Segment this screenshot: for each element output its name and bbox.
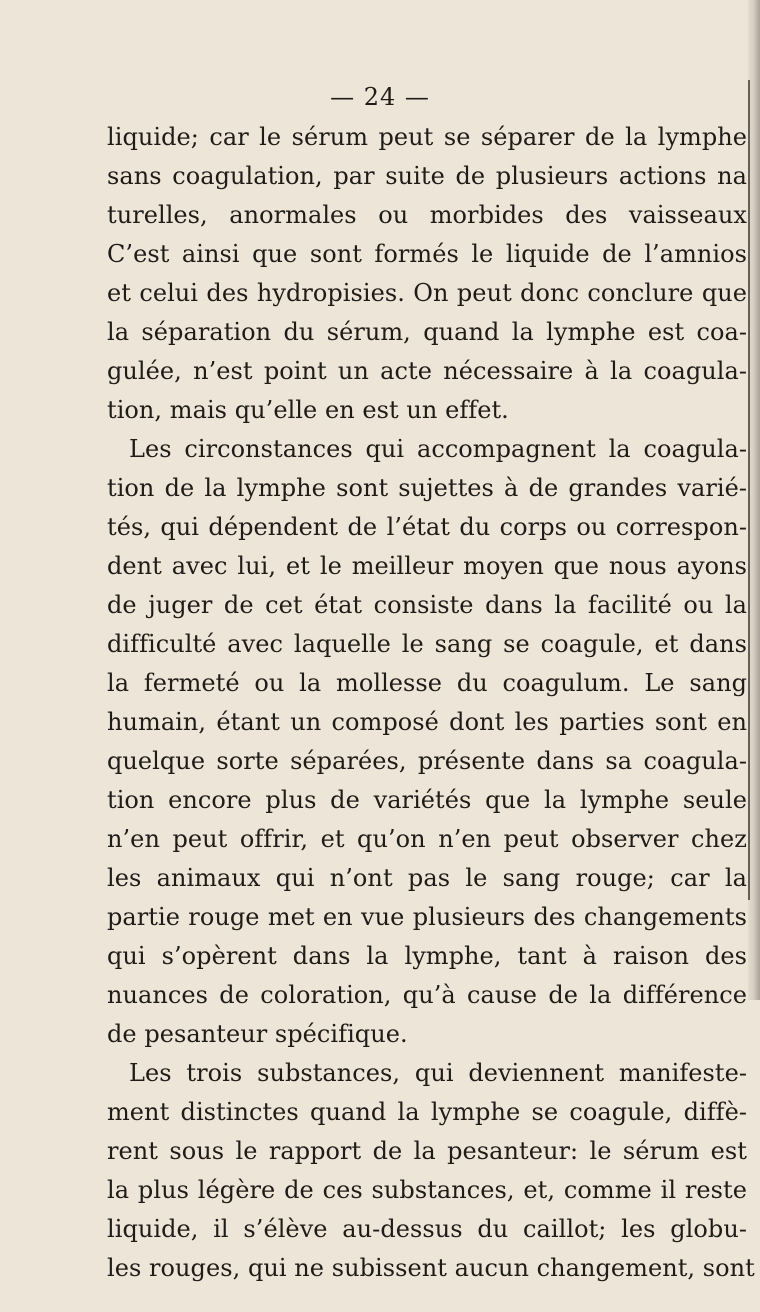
text-line: tion de la lymphe sont sujettes à de grandes varié-: [107, 474, 747, 502]
paragraph-start-line: Les trois substances, qui deviennent manifeste-: [129, 1059, 747, 1087]
text-line: la fermeté ou la mollesse du coagulum. Le sang: [107, 669, 747, 697]
page-number: — 24 —: [330, 83, 430, 111]
text-line: nuances de coloration, qu’à cause de la différence: [107, 981, 747, 1009]
text-line: gulée, n’est point un acte nécessaire à la coagula-: [107, 357, 747, 385]
paragraph-start-line: Les circonstances qui accompagnent la coagula-: [129, 435, 747, 463]
text-line: qui s’opèrent dans la lymphe, tant à raison des: [107, 942, 747, 970]
text-line: la séparation du sérum, quand la lymphe est coa-: [107, 318, 747, 346]
text-body: [107, 118, 755, 1288]
text-line: les rouges, qui ne subissent aucun changement, sont: [107, 1254, 755, 1282]
text-line: liquide, il s’élève au-dessus du caillot; les globu-: [107, 1215, 747, 1243]
text-line: les animaux qui n’ont pas le sang rouge; car la: [107, 864, 747, 892]
text-line: sans coagulation, par suite de plusieurs actions na: [107, 162, 747, 190]
text-line: dent avec lui, et le meilleur moyen que nous ayons: [107, 552, 747, 580]
text-line: tés, qui dépendent de l’état du corps ou correspon-: [107, 513, 747, 541]
text-line: quelque sorte séparées, présente dans sa coagula-: [107, 747, 747, 775]
text-line: la plus légère de ces substances, et, comme il reste: [107, 1176, 747, 1204]
text-line: rent sous le rapport de la pesanteur: le sérum est: [107, 1137, 747, 1165]
text-line: liquide; car le sérum peut se séparer de la lymphe: [107, 123, 747, 151]
text-line: humain, étant un composé dont les parties sont en: [107, 708, 747, 736]
text-line: de pesanteur spécifique.: [107, 1020, 408, 1048]
text-line: tion, mais qu’elle en est un effet.: [107, 396, 509, 424]
text-line: tion encore plus de variétés que la lymphe seule: [107, 786, 747, 814]
text-line: ment distinctes quand la lymphe se coagule, diffè-: [107, 1098, 747, 1126]
text-line: turelles, anormales ou morbides des vaisseaux: [107, 201, 747, 229]
text-line: de juger de cet état consiste dans la facilité ou la: [107, 591, 747, 619]
text-line: n’en peut offrir, et qu’on n’en peut observer chez: [107, 825, 747, 853]
text-line: C’est ainsi que sont formés le liquide de l’amnios: [107, 240, 747, 268]
binding-edge-mark: [748, 80, 758, 900]
text-line: et celui des hydropisies. On peut donc conclure que: [107, 279, 747, 307]
text-line: difficulté avec laquelle le sang se coagule, et dans: [107, 630, 747, 658]
text-line: partie rouge met en vue plusieurs des changements: [107, 903, 747, 931]
